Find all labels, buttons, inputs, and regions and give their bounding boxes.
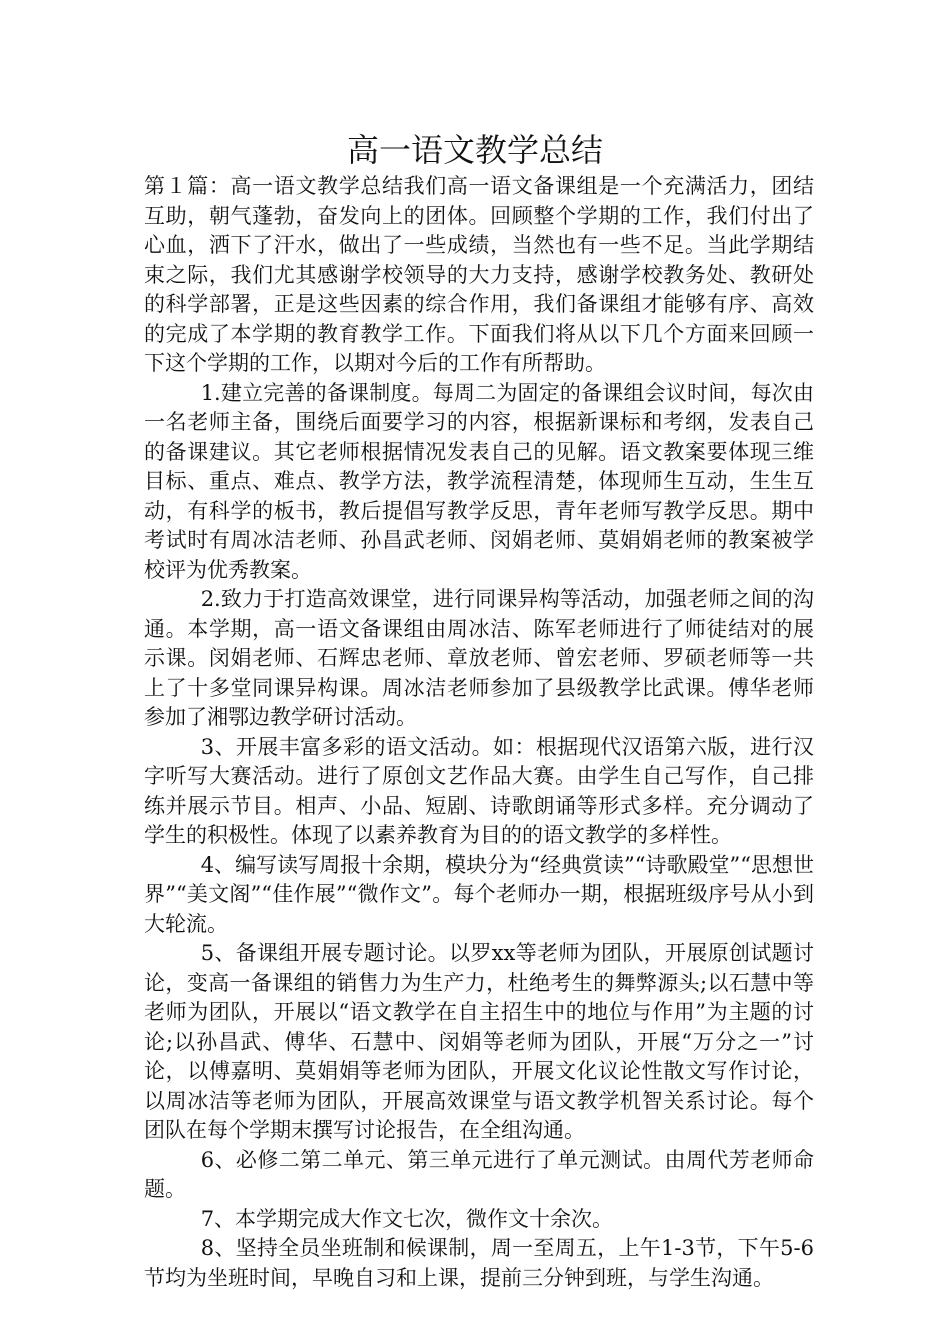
paragraph-7: 7、本学期完成大作文七次，微作文十余次。 [200, 1206, 614, 1231]
paragraph-5: 5、备课组开展专题讨论。以罗xx等老师为团队，开展原创试题讨论，变高一备课组的销售力为生产力，杜绝考生的舞弊源头;以石慧中等老师为团队，开展以“语文教学在自主招生中的地位与作用”为主题的讨论;以孙昌武、傅华、石慧中、闵娟等老师为团队，开展“万分之一”讨论，以傅嘉明、莫娟娟等老师为团队，开展文化议论性散文写作讨论，以周冰洁等老师为团队，开展高效课堂与语文教学机智关系讨论。每个团队在每个学期末撰写讨论报告，在全组沟通。 [144, 941, 814, 1142]
paragraph-6: 6、必修二第二单元、第三单元进行了单元测试。由周代芳老师命题。 [144, 1147, 814, 1201]
paragraph-3: 3、开展丰富多彩的语文活动。如：根据现代汉语第六版，进行汉字听写大赛活动。进行了原创文艺作品大赛。由学生自己写作，自己排练并展示节目。相声、小品、短剧、诗歌朗诵等形式多样。充分调动了学生的积极性。体现了以素养教育为目的的语文教学的多样性。 [144, 734, 814, 847]
document-body [144, 172, 814, 1293]
paragraph-1: 1.建立完善的备课制度。每周二为固定的备课组会议时间，每次由一名老师主备，围绕后面要学习的内容，根据新课标和考纲，发表自己的备课建议。其它老师根据情况发表自己的见解。语文教案要体现三维目标、重点、难点、教学方法，教学流程清楚，体现师生互动，生生互动，有科学的板书，教后提倡写教学反思，青年老师写教学反思。期中考试时有周冰洁老师、孙昌武老师、闵娟老师、莫娟娟老师的教案被学校评为优秀教案。 [144, 380, 814, 582]
paragraph-4: 4、编写读写周报十余期，模块分为“经典赏读”“诗歌殿堂”“思想世界”“美文阁”“佳作展”“微作文”。每个老师办一期，根据班级序号从小到大轮流。 [144, 852, 814, 936]
paragraph-intro: 第１篇：高一语文教学总结我们高一语文备课组是一个充满活力，团结互助，朝气蓬勃，奋发向上的团体。回顾整个学期的工作，我们付出了心血，洒下了汗水，做出了一些成绩，当然也有一些不足。当此学期结束之际，我们尤其感谢学校领导的大力支持，感谢学校教务处、教研处的科学部署，正是这些因素的综合作用，我们备课组才能够有序、高效的完成了本学期的教育教学工作。下面我们将从以下几个方面来回顾一下这个学期的工作，以期对今后的工作有所帮助。 [144, 174, 814, 375]
paragraph-8: 8、坚持全员坐班制和候课制，周一至周五，上午1-3节，下午5-6节均为坐班时间，早晚自习和上课，提前三分钟到班，与学生沟通。 [144, 1236, 814, 1290]
paragraph-2: 2.致力于打造高效课堂，进行同课异构等活动，加强老师之间的沟通。本学期，高一语文备课组由周冰洁、陈军老师进行了师徒结对的展示课。闵娟老师、石辉忠老师、章放老师、曾宏老师、罗硕老师等一共上了十多堂同课异构课。周冰洁老师参加了县级教学比武课。傅华老师参加了湘鄂边教学研讨活动。 [144, 587, 814, 729]
document-title: 高一语文教学总结 [346, 131, 603, 169]
